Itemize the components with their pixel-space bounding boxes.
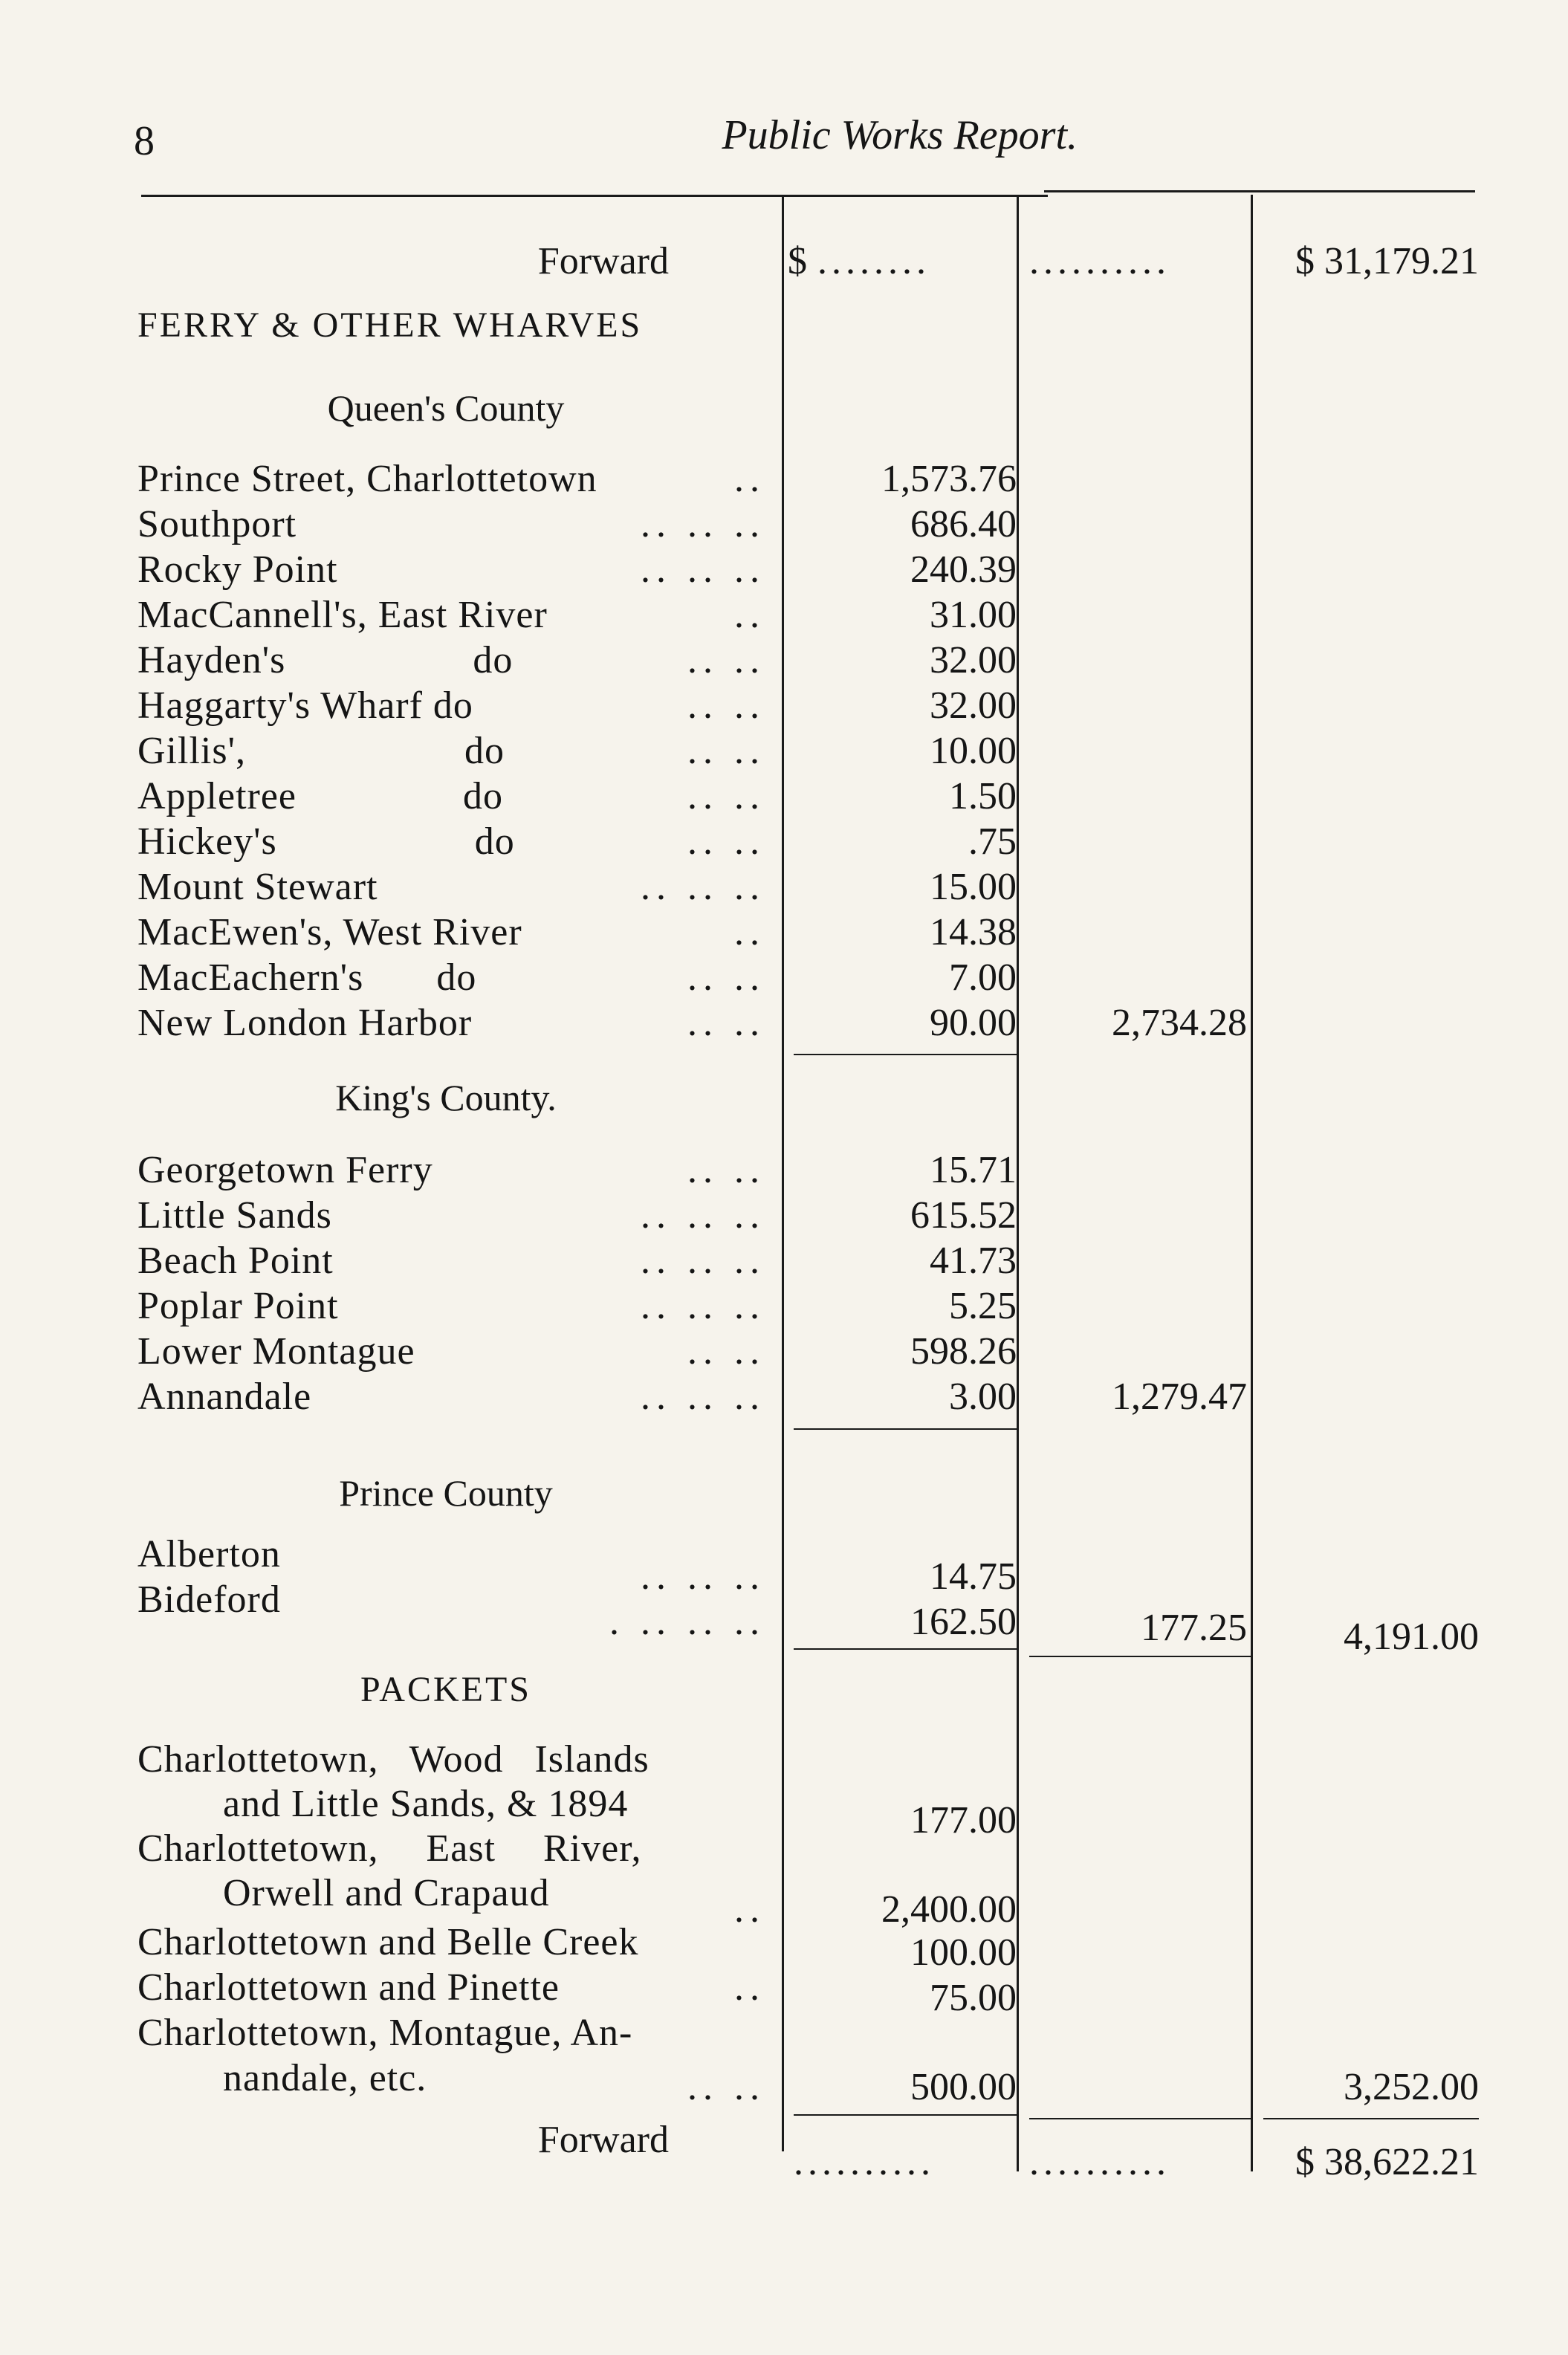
queens-county-title: Queen's County: [327, 387, 565, 429]
kings-county-title: King's County.: [335, 1077, 557, 1118]
table-row: Hickey's do .. .. .75: [137, 820, 1017, 863]
forward-label: Forward: [537, 240, 669, 282]
table-row: Prince Street, Charlottetown .. 1,573.76: [137, 458, 1017, 500]
table-row: MacEwen's, West River .. 14.38: [137, 911, 1017, 953]
table-row: Gillis', do .. .. 10.00: [137, 730, 1017, 772]
forward-dots-col1: ..........: [794, 2141, 935, 2183]
list-item: Charlottetown and Pinette .. 75.00: [137, 1966, 1017, 2019]
table-row: Annandale .. .. .. 3.00 1,279.47: [137, 1376, 1247, 1418]
table-row: Hayden's do .. .. 32.00: [137, 639, 1017, 681]
queens-underline: [794, 1054, 1017, 1055]
forward-top-row: [0, 239, 1568, 284]
prince-underline-1: [794, 1648, 1017, 1650]
table-row: MacEachern's do .. .. 7.00: [137, 956, 1017, 999]
kings-underline: [794, 1428, 1017, 1430]
queens-subtotal: 2,734.28: [1112, 1002, 1247, 1044]
list-item: nandale, etc. .. .. 500.00 3,252.00: [223, 2057, 1479, 2108]
dollar-sign: $: [788, 240, 807, 282]
prince-underline-2: [1029, 1656, 1251, 1657]
wharves-total: 4,191.00: [1344, 1616, 1479, 1658]
kings-subtotal: 1,279.47: [1112, 1376, 1247, 1418]
prince-county-title: Prince County: [339, 1472, 553, 1514]
list-item: and Little Sands, & 1894 177.00: [223, 1783, 1017, 1841]
forward-dots-col1: ........: [817, 240, 930, 282]
list-item: Orwell and Crapaud .. 2,400.00: [223, 1872, 1017, 1931]
table-row: Beach Point .. .. .. 41.73: [137, 1240, 1017, 1282]
list-item: Charlottetown, Montague, An-: [137, 2012, 633, 2054]
forward-amount: $ 38,622.21: [1295, 2141, 1479, 2183]
table-row: Rocky Point .. .. .. 240.39: [137, 548, 1017, 591]
table-row: Appletree do .. .. 1.50: [137, 775, 1017, 817]
forward-bottom-row: [0, 2118, 1568, 2183]
section-heading: FERRY & OTHER WHARVES: [137, 305, 643, 345]
table-row: Haggarty's Wharf do .. .. 32.00: [137, 684, 1017, 727]
table-row: Bideford . .. .. .. 162.50 177.25 4,191.00: [137, 1578, 1479, 1658]
table-row: Lower Montague .. .. 598.26: [137, 1330, 1017, 1373]
table-row: Georgetown Ferry .. .. 15.71: [137, 1149, 1017, 1191]
packets-total: 3,252.00: [1344, 2066, 1479, 2108]
list-item: Charlottetown and Belle Creek 100.00: [137, 1921, 1017, 1974]
table-row: Southport .. .. .. 686.40: [137, 503, 1017, 545]
list-item: Charlottetown, East River,: [137, 1827, 642, 1870]
header-rule-right: [1044, 190, 1475, 192]
forward-dots-col2: ..........: [1029, 2141, 1170, 2183]
table-row: Little Sands .. .. .. 615.52: [137, 1194, 1017, 1237]
forward-dots-col2: ..........: [1029, 240, 1170, 282]
list-item: Charlottetown, Wood Islands: [137, 1738, 649, 1781]
table-row: Mount Stewart .. .. .. 15.00: [137, 866, 1017, 908]
packets-underline-1: [794, 2114, 1017, 2116]
table-row: New London Harbor .. .. 90.00 2,734.28: [137, 1002, 1247, 1044]
table-row: MacCannell's, East River .. 31.00: [137, 594, 1017, 636]
forward-label: Forward: [537, 2119, 669, 2161]
packets-title: PACKETS: [360, 1670, 531, 1709]
table-row: Poplar Point .. .. .. 5.25: [137, 1285, 1017, 1327]
page-number: 8: [134, 118, 155, 164]
forward-amount: $ 31,179.21: [1295, 240, 1479, 282]
table-row: Alberton .. .. .. 14.75: [137, 1533, 1017, 1598]
running-title: Public Works Report.: [722, 112, 1078, 158]
header-rule-left: [141, 195, 1048, 197]
prince-subtotal: 177.25: [1141, 1607, 1247, 1649]
